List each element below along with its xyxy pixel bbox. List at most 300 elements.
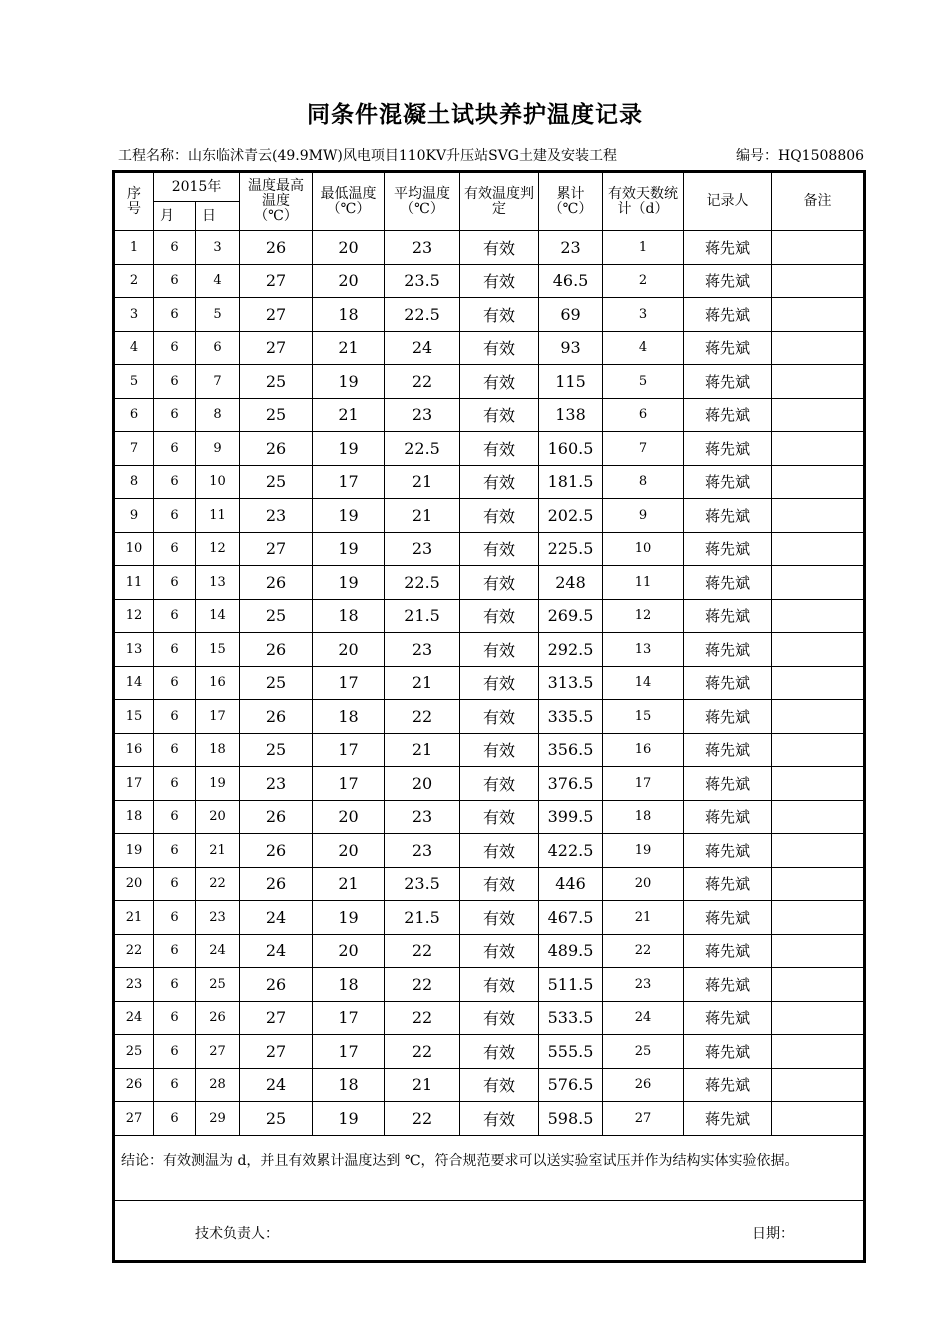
cell-max: 24: [240, 901, 313, 935]
cell-valid: 有效: [460, 432, 539, 466]
cell-max: 27: [240, 298, 313, 332]
table-row: [114, 1001, 865, 1035]
table-row: [114, 264, 865, 298]
cell-cum: 422.5: [539, 834, 603, 868]
cell-cum: 93: [539, 331, 603, 365]
cell-min: 20: [313, 264, 385, 298]
cell-cum: 69: [539, 298, 603, 332]
cell-avg: 21: [385, 465, 460, 499]
cell-remark: [772, 733, 865, 767]
conclusion-text: 结论：有效测温为 d，并且有效累计温度达到 ℃，符合规范要求可以送实验室试压并作为结构实体实验依据。: [114, 1135, 865, 1200]
cell-days: 7: [603, 432, 684, 466]
cell-month: 6: [154, 934, 196, 968]
cell-max: 26: [240, 867, 313, 901]
cell-valid: 有效: [460, 867, 539, 901]
cell-remark: [772, 298, 865, 332]
cell-cum: 138: [539, 398, 603, 432]
cell-days: 14: [603, 666, 684, 700]
cell-recorder: 蒋先斌: [684, 264, 772, 298]
cell-max: 27: [240, 532, 313, 566]
cell-seq: 9: [114, 499, 154, 533]
table-row: [114, 834, 865, 868]
cell-day: 28: [196, 1068, 240, 1102]
cell-cum: 399.5: [539, 800, 603, 834]
cell-seq: 15: [114, 700, 154, 734]
cell-month: 6: [154, 968, 196, 1002]
cell-seq: 17: [114, 767, 154, 801]
cell-valid: 有效: [460, 1001, 539, 1035]
cell-recorder: 蒋先斌: [684, 1035, 772, 1069]
cell-valid: 有效: [460, 298, 539, 332]
cell-remark: [772, 331, 865, 365]
table-row: [114, 767, 865, 801]
cell-seq: 14: [114, 666, 154, 700]
header-seq: 序号: [114, 172, 154, 231]
cell-recorder: 蒋先斌: [684, 834, 772, 868]
cell-month: 6: [154, 331, 196, 365]
cell-seq: 7: [114, 432, 154, 466]
cell-recorder: 蒋先斌: [684, 767, 772, 801]
cell-valid: 有效: [460, 264, 539, 298]
cell-day: 14: [196, 599, 240, 633]
cell-avg: 21.5: [385, 599, 460, 633]
cell-recorder: 蒋先斌: [684, 432, 772, 466]
cell-max: 26: [240, 834, 313, 868]
cell-min: 17: [313, 1001, 385, 1035]
page-title: 同条件混凝土试块养护温度记录: [307, 102, 643, 128]
cell-cum: 598.5: [539, 1102, 603, 1136]
cell-day: 20: [196, 800, 240, 834]
cell-day: 9: [196, 432, 240, 466]
cell-min: 20: [313, 800, 385, 834]
table-row: [114, 666, 865, 700]
cell-avg: 22.5: [385, 566, 460, 600]
cell-seq: 3: [114, 298, 154, 332]
project-info: [118, 145, 617, 165]
cell-month: 6: [154, 264, 196, 298]
cell-max: 26: [240, 231, 313, 265]
table-row: [114, 934, 865, 968]
cell-seq: 18: [114, 800, 154, 834]
cell-day: 26: [196, 1001, 240, 1035]
cell-min: 19: [313, 1102, 385, 1136]
table-row: [114, 700, 865, 734]
cell-month: 6: [154, 867, 196, 901]
cell-days: 22: [603, 934, 684, 968]
cell-cum: 181.5: [539, 465, 603, 499]
cell-remark: [772, 1035, 865, 1069]
cell-days: 3: [603, 298, 684, 332]
cell-min: 19: [313, 566, 385, 600]
cell-min: 18: [313, 599, 385, 633]
cell-cum: 576.5: [539, 1068, 603, 1102]
cell-seq: 12: [114, 599, 154, 633]
cell-max: 27: [240, 264, 313, 298]
cell-days: 20: [603, 867, 684, 901]
header-max-temp: 温度最高温度（℃）: [240, 172, 313, 231]
cell-cum: 46.5: [539, 264, 603, 298]
cell-avg: 21: [385, 499, 460, 533]
cell-max: 25: [240, 1102, 313, 1136]
cell-avg: 23.5: [385, 867, 460, 901]
cell-days: 9: [603, 499, 684, 533]
cell-day: 13: [196, 566, 240, 600]
cell-day: 15: [196, 633, 240, 667]
cell-seq: 5: [114, 365, 154, 399]
cell-min: 17: [313, 666, 385, 700]
cell-month: 6: [154, 767, 196, 801]
cell-cum: 248: [539, 566, 603, 600]
cell-month: 6: [154, 298, 196, 332]
cell-valid: 有效: [460, 767, 539, 801]
table-row: [114, 968, 865, 1002]
table-row: [114, 365, 865, 399]
table-row: [114, 566, 865, 600]
document-code: [736, 145, 864, 165]
cell-valid: 有效: [460, 666, 539, 700]
cell-seq: 20: [114, 867, 154, 901]
cell-remark: [772, 968, 865, 1002]
cell-valid: 有效: [460, 1035, 539, 1069]
cell-avg: 22: [385, 1035, 460, 1069]
cell-valid: 有效: [460, 968, 539, 1002]
table-row: [114, 398, 865, 432]
cell-days: 12: [603, 599, 684, 633]
table-row: [114, 1102, 865, 1136]
cell-min: 17: [313, 465, 385, 499]
cell-min: 20: [313, 934, 385, 968]
cell-remark: [772, 499, 865, 533]
cell-day: 25: [196, 968, 240, 1002]
cell-avg: 23: [385, 834, 460, 868]
cell-min: 18: [313, 1068, 385, 1102]
project-name: 山东临沭青云(49.9MW)风电项目110KV升压站SVG土建及安装工程: [188, 148, 617, 164]
cell-recorder: 蒋先斌: [684, 1001, 772, 1035]
cell-day: 22: [196, 867, 240, 901]
cell-days: 8: [603, 465, 684, 499]
cell-recorder: 蒋先斌: [684, 398, 772, 432]
cell-cum: 269.5: [539, 599, 603, 633]
cell-max: 27: [240, 1001, 313, 1035]
cell-day: 27: [196, 1035, 240, 1069]
cell-month: 6: [154, 532, 196, 566]
cell-days: 23: [603, 968, 684, 1002]
cell-remark: [772, 1001, 865, 1035]
cell-month: 6: [154, 1102, 196, 1136]
cell-month: 6: [154, 365, 196, 399]
cell-avg: 22: [385, 1001, 460, 1035]
cell-recorder: 蒋先斌: [684, 700, 772, 734]
cell-remark: [772, 1102, 865, 1136]
cell-days: 13: [603, 633, 684, 667]
cell-remark: [772, 767, 865, 801]
cell-cum: 335.5: [539, 700, 603, 734]
cell-days: 6: [603, 398, 684, 432]
cell-month: 6: [154, 432, 196, 466]
cell-cum: 292.5: [539, 633, 603, 667]
cell-day: 10: [196, 465, 240, 499]
header-recorder: 记录人: [684, 172, 772, 231]
header-avg-temp: 平均温度（℃）: [385, 172, 460, 231]
cell-recorder: 蒋先斌: [684, 231, 772, 265]
cell-seq: 24: [114, 1001, 154, 1035]
cell-cum: 511.5: [539, 968, 603, 1002]
cell-seq: 6: [114, 398, 154, 432]
cell-seq: 13: [114, 633, 154, 667]
header-month: 月: [154, 202, 196, 231]
cell-seq: 22: [114, 934, 154, 968]
cell-max: 25: [240, 365, 313, 399]
cell-max: 25: [240, 599, 313, 633]
cell-day: 23: [196, 901, 240, 935]
cell-avg: 23.5: [385, 264, 460, 298]
cell-days: 10: [603, 532, 684, 566]
cell-days: 25: [603, 1035, 684, 1069]
cell-seq: 1: [114, 231, 154, 265]
cell-max: 25: [240, 398, 313, 432]
cell-remark: [772, 599, 865, 633]
signature-row: [114, 1200, 865, 1261]
cell-avg: 22: [385, 700, 460, 734]
table-row: [114, 465, 865, 499]
cell-remark: [772, 901, 865, 935]
cell-avg: 23: [385, 231, 460, 265]
cell-day: 19: [196, 767, 240, 801]
table-row: [114, 499, 865, 533]
cell-recorder: 蒋先斌: [684, 465, 772, 499]
cell-min: 21: [313, 331, 385, 365]
cell-min: 19: [313, 432, 385, 466]
cell-day: 18: [196, 733, 240, 767]
cell-month: 6: [154, 465, 196, 499]
cell-remark: [772, 264, 865, 298]
cell-remark: [772, 566, 865, 600]
cell-max: 25: [240, 733, 313, 767]
header-days: 有效天数统计（d）: [603, 172, 684, 231]
cell-cum: 555.5: [539, 1035, 603, 1069]
cell-cum: 376.5: [539, 767, 603, 801]
header-valid: 有效温度判定: [460, 172, 539, 231]
header-min-temp: 最低温度（℃）: [313, 172, 385, 231]
cell-seq: 2: [114, 264, 154, 298]
cell-recorder: 蒋先斌: [684, 733, 772, 767]
table-row: [114, 633, 865, 667]
cell-days: 19: [603, 834, 684, 868]
cell-valid: 有效: [460, 398, 539, 432]
cell-valid: 有效: [460, 599, 539, 633]
cell-max: 25: [240, 666, 313, 700]
cell-seq: 4: [114, 331, 154, 365]
cell-valid: 有效: [460, 465, 539, 499]
cell-recorder: 蒋先斌: [684, 566, 772, 600]
cell-days: 11: [603, 566, 684, 600]
cell-max: 25: [240, 465, 313, 499]
cell-min: 18: [313, 700, 385, 734]
cell-days: 17: [603, 767, 684, 801]
cell-max: 27: [240, 1035, 313, 1069]
temperature-record-table: [112, 170, 866, 1263]
cell-seq: 25: [114, 1035, 154, 1069]
cell-min: 17: [313, 767, 385, 801]
cell-days: 27: [603, 1102, 684, 1136]
cell-avg: 23: [385, 800, 460, 834]
cell-day: 6: [196, 331, 240, 365]
cell-day: 4: [196, 264, 240, 298]
cell-month: 6: [154, 231, 196, 265]
cell-min: 21: [313, 398, 385, 432]
cell-avg: 23: [385, 532, 460, 566]
cell-day: 12: [196, 532, 240, 566]
cell-seq: 27: [114, 1102, 154, 1136]
cell-remark: [772, 800, 865, 834]
cell-cum: 23: [539, 231, 603, 265]
cell-max: 24: [240, 934, 313, 968]
cell-max: 27: [240, 331, 313, 365]
cell-avg: 22: [385, 1102, 460, 1136]
cell-seq: 10: [114, 532, 154, 566]
cell-recorder: 蒋先斌: [684, 365, 772, 399]
cell-days: 26: [603, 1068, 684, 1102]
cell-day: 3: [196, 231, 240, 265]
cell-recorder: 蒋先斌: [684, 968, 772, 1002]
project-label: 工程名称：: [118, 148, 188, 164]
cell-recorder: 蒋先斌: [684, 800, 772, 834]
cell-min: 19: [313, 532, 385, 566]
cell-month: 6: [154, 666, 196, 700]
cell-remark: [772, 934, 865, 968]
table-row: [114, 298, 865, 332]
cell-days: 18: [603, 800, 684, 834]
cell-valid: 有效: [460, 700, 539, 734]
cell-valid: 有效: [460, 934, 539, 968]
cell-min: 21: [313, 867, 385, 901]
cell-seq: 8: [114, 465, 154, 499]
cell-min: 19: [313, 365, 385, 399]
cell-cum: 160.5: [539, 432, 603, 466]
cell-valid: 有效: [460, 331, 539, 365]
cell-seq: 16: [114, 733, 154, 767]
cell-avg: 21.5: [385, 901, 460, 935]
cell-max: 26: [240, 633, 313, 667]
cell-min: 18: [313, 968, 385, 1002]
cell-month: 6: [154, 1035, 196, 1069]
table-row: [114, 867, 865, 901]
table-row: [114, 1068, 865, 1102]
cell-day: 8: [196, 398, 240, 432]
cell-valid: 有效: [460, 499, 539, 533]
cell-remark: [772, 633, 865, 667]
cell-max: 26: [240, 432, 313, 466]
cell-valid: 有效: [460, 365, 539, 399]
cell-valid: 有效: [460, 1068, 539, 1102]
cell-avg: 22.5: [385, 298, 460, 332]
cell-cum: 489.5: [539, 934, 603, 968]
cell-recorder: 蒋先斌: [684, 298, 772, 332]
cell-avg: 22: [385, 968, 460, 1002]
table-row: [114, 331, 865, 365]
cell-remark: [772, 432, 865, 466]
cell-avg: 23: [385, 398, 460, 432]
cell-seq: 23: [114, 968, 154, 1002]
cell-remark: [772, 465, 865, 499]
cell-valid: 有效: [460, 834, 539, 868]
cell-min: 20: [313, 633, 385, 667]
cell-min: 17: [313, 1035, 385, 1069]
cell-seq: 26: [114, 1068, 154, 1102]
cell-recorder: 蒋先斌: [684, 633, 772, 667]
cell-recorder: 蒋先斌: [684, 599, 772, 633]
cell-max: 23: [240, 499, 313, 533]
cell-days: 16: [603, 733, 684, 767]
cell-day: 24: [196, 934, 240, 968]
cell-days: 2: [603, 264, 684, 298]
code-value: HQ1508806: [778, 148, 865, 164]
cell-month: 6: [154, 733, 196, 767]
table-row: [114, 1035, 865, 1069]
cell-days: 5: [603, 365, 684, 399]
cell-month: 6: [154, 700, 196, 734]
header-day: 日: [196, 202, 240, 231]
cell-cum: 446: [539, 867, 603, 901]
cell-max: 26: [240, 566, 313, 600]
cell-remark: [772, 231, 865, 265]
cell-remark: [772, 532, 865, 566]
cell-min: 19: [313, 901, 385, 935]
cell-day: 11: [196, 499, 240, 533]
cell-month: 6: [154, 633, 196, 667]
cell-cum: 115: [539, 365, 603, 399]
cell-max: 23: [240, 767, 313, 801]
cell-recorder: 蒋先斌: [684, 666, 772, 700]
table-row: [114, 733, 865, 767]
cell-cum: 313.5: [539, 666, 603, 700]
tech-leader-label: 技术负责人：: [195, 1225, 279, 1242]
cell-remark: [772, 1068, 865, 1102]
cell-month: 6: [154, 1001, 196, 1035]
table-row: [114, 231, 865, 265]
cell-days: 1: [603, 231, 684, 265]
cell-month: 6: [154, 499, 196, 533]
cell-recorder: 蒋先斌: [684, 1102, 772, 1136]
table-row: [114, 432, 865, 466]
cell-max: 26: [240, 800, 313, 834]
cell-valid: 有效: [460, 733, 539, 767]
cell-day: 17: [196, 700, 240, 734]
cell-avg: 22.5: [385, 432, 460, 466]
cell-cum: 533.5: [539, 1001, 603, 1035]
cell-valid: 有效: [460, 633, 539, 667]
cell-recorder: 蒋先斌: [684, 331, 772, 365]
cell-avg: 21: [385, 733, 460, 767]
cell-valid: 有效: [460, 231, 539, 265]
cell-days: 15: [603, 700, 684, 734]
table-row: [114, 532, 865, 566]
cell-max: 24: [240, 1068, 313, 1102]
cell-recorder: 蒋先斌: [684, 499, 772, 533]
cell-seq: 11: [114, 566, 154, 600]
cell-days: 21: [603, 901, 684, 935]
header-remarks: 备注: [772, 172, 865, 231]
table-row: [114, 901, 865, 935]
cell-recorder: 蒋先斌: [684, 901, 772, 935]
cell-avg: 22: [385, 365, 460, 399]
cell-avg: 21: [385, 1068, 460, 1102]
cell-min: 19: [313, 499, 385, 533]
cell-avg: 24: [385, 331, 460, 365]
cell-max: 26: [240, 968, 313, 1002]
cell-cum: 467.5: [539, 901, 603, 935]
cell-remark: [772, 398, 865, 432]
